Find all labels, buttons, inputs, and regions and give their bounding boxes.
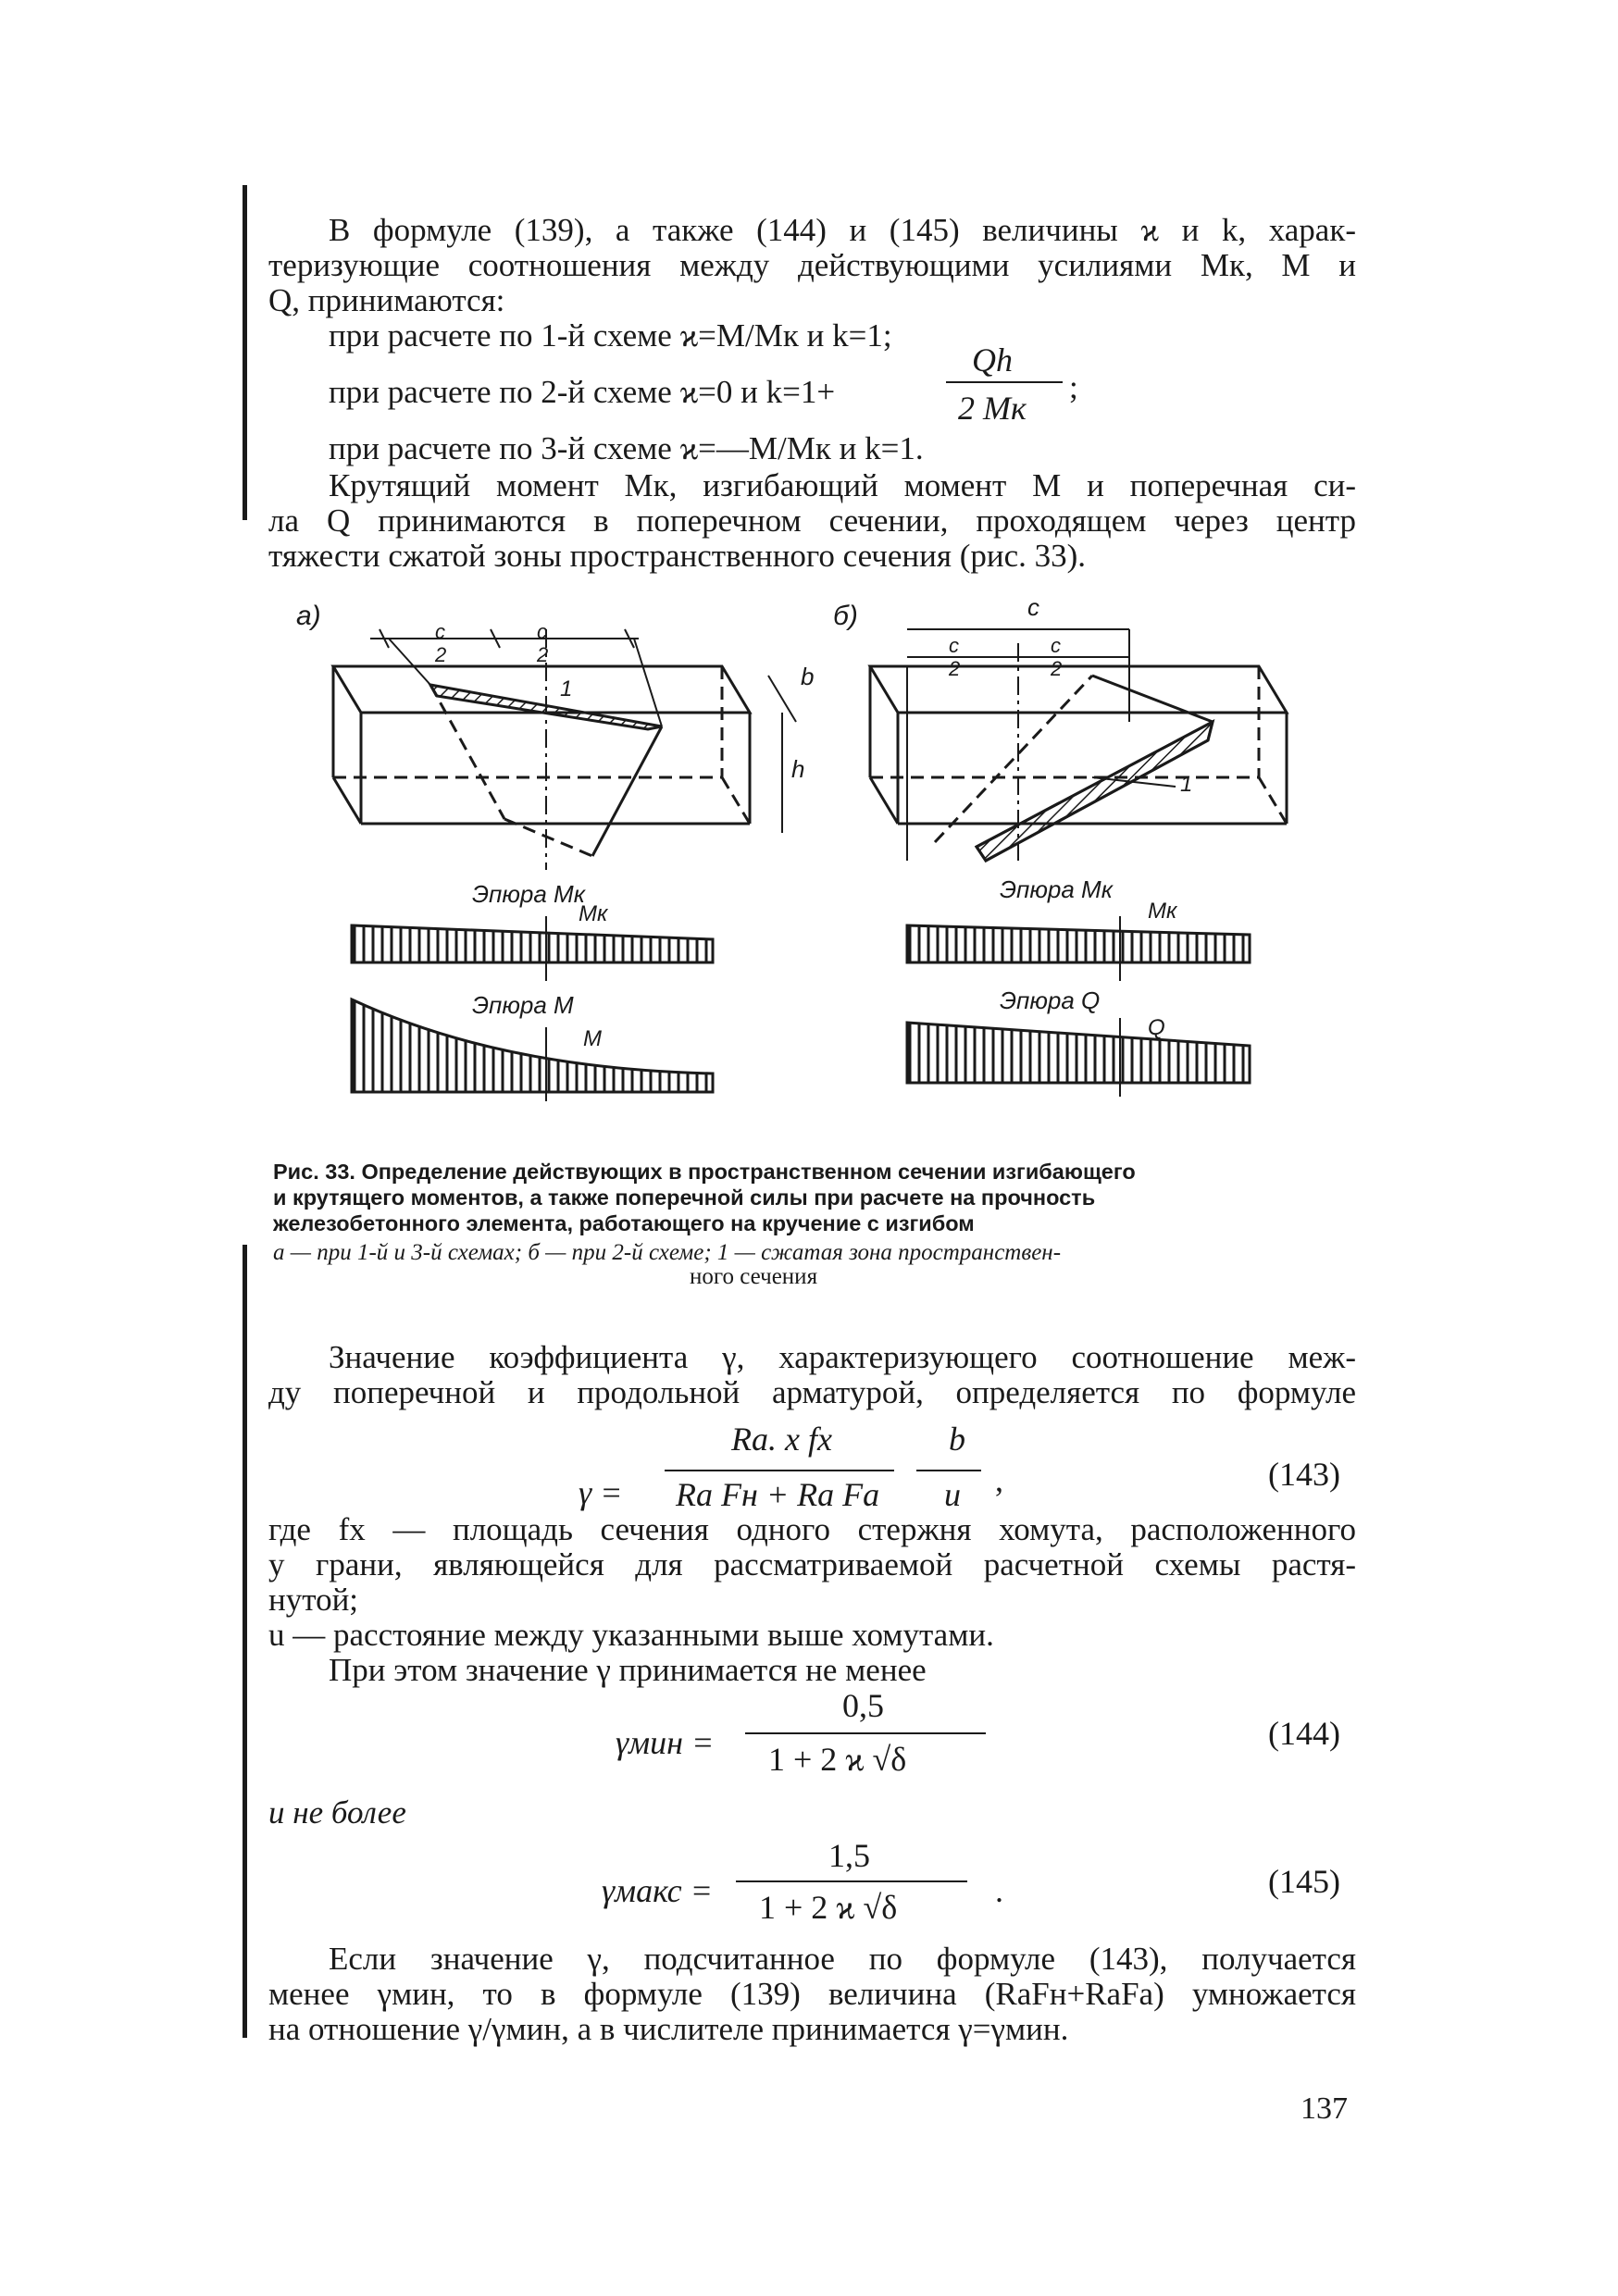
scheme-2-denominator: 2 Mк [958, 390, 1027, 427]
intro-line-2: теризующие соотношения между действующими усилиями Mк, M и [268, 247, 1356, 283]
b-dim-c: c [1027, 593, 1039, 621]
b-zone-label: 1 [1180, 772, 1193, 797]
a-epure-m-title: Эпюра M [472, 991, 574, 1019]
scheme-3: при расчете по 3-й схеме ϰ=—M/Mк и k=1. [329, 430, 924, 466]
b-epure-mk-mark: Mк [1148, 899, 1177, 924]
caption-line-3: железобетонного элемента, работающего на кручение с изгибом [273, 1211, 975, 1235]
b-c-half-right-num: c [1051, 634, 1061, 657]
torque-line-3: тяжести сжатой зоны пространственного сечения (рис. 33). [268, 538, 1087, 574]
torque-line-1: Крутящий момент Mк, изгибающий момент M и поперечная си- [329, 467, 1356, 503]
f145-bar [736, 1880, 967, 1882]
b-c-half-left-num: c [949, 634, 959, 657]
caption-legend-1: а — при 1-й и 3-й схемах; б — при 2-й схеме; 1 — сжатая зона пространствен- [273, 1240, 1062, 1265]
f143-den2: u [944, 1476, 961, 1513]
b-epure-q-title: Эпюра Q [1000, 987, 1101, 1014]
a-epure-mk-mark: Mк [579, 901, 608, 926]
diagram-b [833, 593, 1287, 1097]
intro-line-1: В формуле (139), а также (144) и (145) величины ϰ и k, харак- [329, 212, 1356, 248]
final-line-3: на отношение γ/γмин, а в числителе принимается γ=γмин. [268, 2011, 1069, 2047]
b-epure-q-mark: Q [1148, 1015, 1165, 1040]
a-epure-m-mark: M [583, 1026, 602, 1051]
b-c-half-left-den: 2 [949, 657, 961, 680]
caption-line-2: и крутящего моментов, а также поперечной силы при расчете на прочность [273, 1185, 1096, 1210]
final-line-2: менее γмин, то в формуле (139) величина (RaFн+RaFa) умножается [268, 1976, 1356, 2012]
f145-tail: . [995, 1872, 1003, 1909]
where-line-1: где fx — площадь сечения одного стержня хомута, расположенного [268, 1511, 1356, 1547]
no-more: и не более [268, 1794, 406, 1831]
caption-legend-2: ного сечения [690, 1264, 818, 1289]
caption-line-1: Рис. 33. Определение действующих в пространственном сечении изгибающего [273, 1160, 1136, 1184]
scheme-2-fraction-bar [946, 381, 1063, 383]
figure-33 [268, 592, 1361, 1129]
a-c-half-right-den: 2 [537, 643, 549, 666]
b-epure-mk-title: Эпюра Mк [1000, 875, 1113, 903]
a-dim-h: h [791, 755, 805, 783]
f144-num: 0,5 [842, 1687, 884, 1724]
where-line-4: u — расстояние между указанными выше хомутами. [268, 1617, 994, 1653]
f145-num: 1,5 [828, 1837, 870, 1874]
scheme-2-suffix: ; [1069, 369, 1078, 405]
a-c-half-left-num: c [435, 620, 445, 643]
f144-number: (144) [1268, 1715, 1340, 1752]
f143-bar2 [916, 1470, 981, 1471]
page-number: 137 [1301, 2091, 1348, 2126]
a-c-half-right-num: c [537, 620, 547, 643]
scheme-2-prefix: при расчете по 2-й схеме ϰ=0 и k=1+ [329, 374, 836, 410]
where-line-3: нутой; [268, 1582, 359, 1618]
torque-line-2: ла Q принимаются в поперечном сечении, проходящем через центр [268, 503, 1356, 539]
label-a: а) [296, 601, 321, 631]
f143-lhs: γ = [579, 1474, 623, 1511]
final-line-1: Если значение γ, подсчитанное по формуле (143), получается [329, 1941, 1356, 1977]
scheme-2-numerator: Qh [972, 341, 1013, 379]
f143-tail: , [995, 1461, 1003, 1498]
para-min: При этом значение γ принимается не менее [329, 1652, 927, 1688]
margin-bar-bottom [243, 1245, 247, 2038]
margin-bar-top [243, 185, 247, 520]
f143-number: (143) [1268, 1456, 1340, 1493]
f145-den: 1 + 2 ϰ √δ [759, 1889, 898, 1926]
gamma-line-2: ду поперечной и продольной арматурой, определяется по формуле [268, 1374, 1356, 1410]
b-c-half-right-den: 2 [1051, 657, 1063, 680]
f145-number: (145) [1268, 1863, 1340, 1900]
f143-num1: Ra. x fx [731, 1421, 832, 1458]
f143-bar1 [665, 1470, 894, 1471]
label-b: б) [833, 601, 858, 631]
gamma-line-1: Значение коэффициента γ, характеризующего соотношение меж- [329, 1339, 1356, 1375]
a-epure-mk-title: Эпюра Mк [472, 880, 585, 908]
f144-den: 1 + 2 ϰ √δ [768, 1741, 907, 1778]
f143-den1: Ra Fн + Ra Fa [676, 1476, 880, 1513]
a-dim-b: b [801, 663, 815, 690]
f144-lhs: γмин = [616, 1724, 715, 1761]
f145-lhs: γмакс = [602, 1872, 713, 1909]
diagram-a [296, 601, 814, 1101]
intro-line-3: Q, принимаются: [268, 282, 505, 318]
scheme-1: при расчете по 1-й схеме ϰ=M/Mк и k=1; [329, 317, 892, 354]
f144-bar [745, 1732, 986, 1734]
a-zone-label: 1 [560, 676, 573, 701]
where-line-2: у грани, являющейся для рассматриваемой расчетной схемы растя- [268, 1546, 1356, 1582]
a-c-half-left-den: 2 [435, 643, 447, 666]
f143-num2: b [949, 1421, 965, 1458]
